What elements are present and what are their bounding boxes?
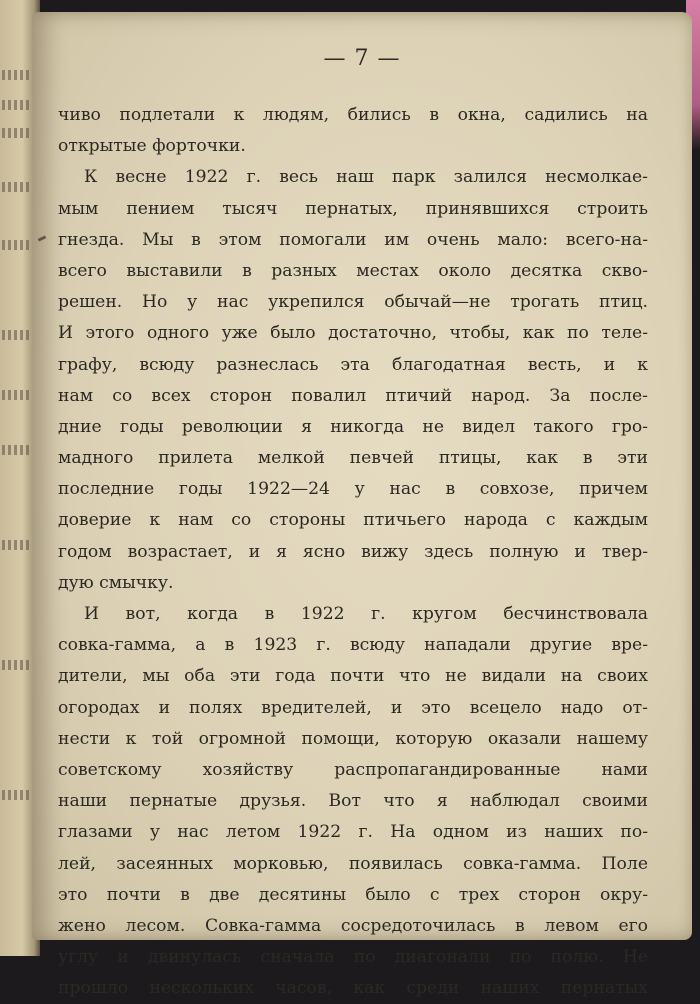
- facing-page-fragment: [2, 100, 32, 110]
- text-line: советскому хозяйству распропагандированные нами: [58, 759, 648, 780]
- text-line: это почти в две десятины было с трех сторон окру-: [58, 884, 648, 905]
- text-line: углу и двинулась сначала по диагонали по полю. Не: [58, 947, 648, 968]
- text-line: жено лесом. Совка-гамма сосредоточилась в левом его: [58, 915, 648, 936]
- facing-page-fragment: [2, 390, 32, 400]
- text-line: решен. Но у нас укрепился обычай—не трогать птиц.: [58, 292, 648, 313]
- facing-page-fragment: [2, 240, 32, 250]
- text-line: нести к той огромной помощи, которую оказали нашему: [58, 728, 648, 749]
- text-line: дую смычку.: [58, 572, 174, 593]
- facing-page-fragment: [2, 790, 32, 800]
- text-line: доверие к нам со стороны птичьего народа с каждым: [58, 510, 648, 531]
- text-line: мым пением тысяч пернатых, принявшихся строить: [58, 198, 648, 219]
- text-line: И вот, когда в 1922 г. кругом бесчинствовала: [84, 604, 648, 624]
- text-line: дители, мы оба эти года почти что не видали на своих: [58, 666, 648, 687]
- facing-page-fragment: [2, 128, 32, 138]
- text-line: лей, засеянных морковью, появилась совка-гамма. Поле: [58, 853, 648, 874]
- text-line: глазами у нас летом 1922 г. На одном из наших по-: [58, 822, 648, 843]
- text-line: прошло нескольких часов, как среди наших пернатых: [58, 978, 648, 999]
- text-line: нам со всех сторон повалил птичий народ. За после-: [58, 385, 648, 406]
- text-line: открытые форточки.: [58, 136, 246, 157]
- book-page: [32, 12, 692, 999]
- facing-page-fragment: [2, 330, 32, 340]
- text-line: графу, всюду разнеслась эта благодатная весть, и к: [58, 354, 648, 375]
- text-line: чиво подлетали к людям, бились в окна, садились на: [58, 105, 648, 125]
- facing-page-fragment: [2, 540, 32, 550]
- text-line: К весне 1922 г. весь наш парк залился несмолкае-: [84, 167, 648, 188]
- text-line: совка-гамма, а в 1923 г. всюду нападали другие вре-: [58, 635, 648, 656]
- text-line: наши пернатые друзья. Вот что я наблюдал своими: [58, 791, 648, 812]
- facing-page-fragment: [2, 182, 32, 192]
- facing-page-fragment: [2, 445, 32, 455]
- facing-page-fragment: [2, 660, 32, 670]
- text-line: дние годы революции я никогда не видел такого гро-: [58, 416, 648, 437]
- text-line: всего выставили в разных местах около десятка скво-: [58, 260, 648, 281]
- text-line: И этого одного уже было достаточно, чтобы, как по теле-: [58, 323, 648, 344]
- text-line: последние годы 1922—24 у нас в совхозе, причем: [58, 479, 648, 500]
- page-number: — 7 —: [323, 46, 401, 71]
- facing-page-fragment: [2, 70, 32, 80]
- text-line: мадного прилета мелкой певчей птицы, как в эти: [58, 448, 648, 469]
- text-line: годом возрастает, и я ясно вижу здесь полную и твер-: [58, 541, 648, 562]
- body-text: [58, 100, 648, 1004]
- text-line: гнезда. Мы в этом помогали им очень мало: всего-на-: [58, 229, 648, 250]
- text-line: огородах и полях вредителей, и это всецело надо от-: [58, 697, 648, 718]
